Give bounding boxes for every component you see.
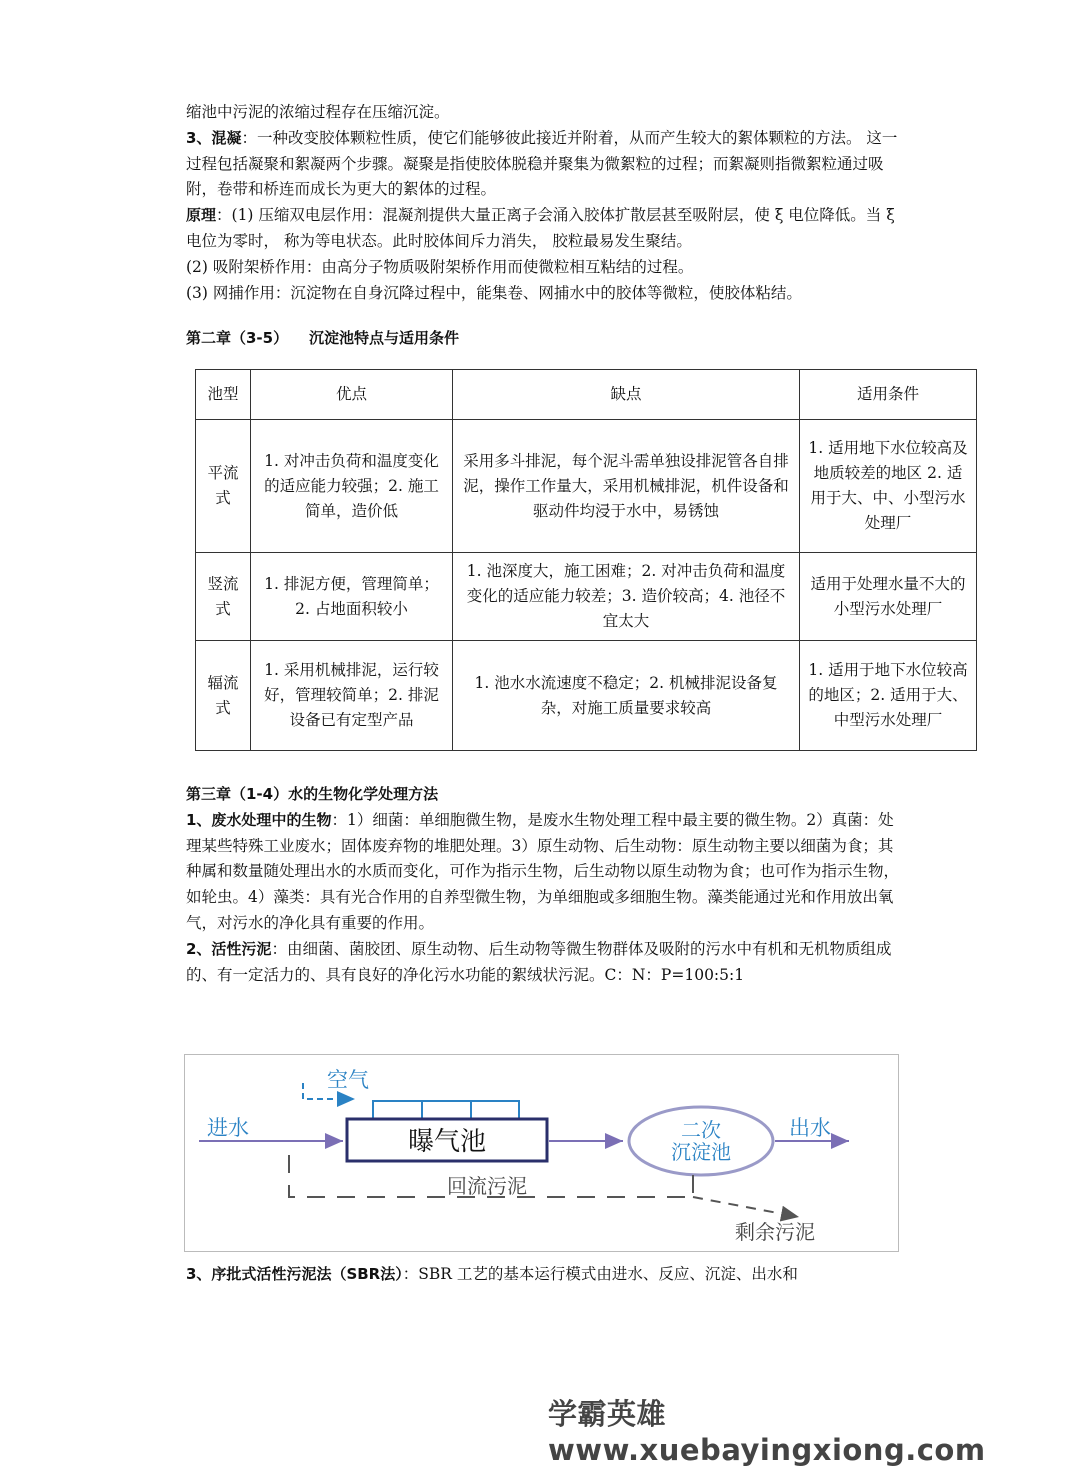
table-cell: 采用多斗排泥，每个泥斗需单独设排泥管各自排泥，操作工作量大，采用机械排泥，机件设备和驱动件均浸于水中，易锈蚀 xyxy=(453,420,800,553)
table-cell: 1. 采用机械排泥，运行较好，管理较简单；2. 排泥设备已有定型产品 xyxy=(251,641,453,751)
air-distributor xyxy=(373,1101,519,1120)
table-header-cell: 缺点 xyxy=(453,370,800,420)
table-cell: 辐流式 xyxy=(196,641,251,751)
table-cell: 竖流式 xyxy=(196,553,251,641)
chapter2-heading: 第二章（3-5） 沉淀池特点与适用条件 xyxy=(186,329,459,348)
table-cell: 1. 排泥方便，管理简单；2. 占地面积较小 xyxy=(251,553,453,641)
excess-sludge-arrow xyxy=(693,1197,799,1217)
principle-text: ：(1) 压缩双电层作用：混凝剂提供大量正离子会涌入胶体扩散层甚至吸附层，使 ξ 电位降低。当 ξ 电位为零时， 称为等电状态。此时胶体间斥力消失， 胶粒最易发生聚结。 xyxy=(186,206,895,250)
table-cell: 1. 池水水流速度不稳定；2. 机械排泥设备复杂，对施工质量要求较高 xyxy=(453,641,800,751)
activated-sludge-text: ：由细菌、菌胶团、原生动物、后生动物等微生物群体及吸附的污水中有机和无机物质组成的、有一定活力的、具有良好的净化污水功能的絮绒状污泥。C：N：P=100:5:1 xyxy=(186,939,892,984)
activated-sludge-diagram xyxy=(184,1054,899,1252)
table-header-cell: 池型 xyxy=(196,370,251,420)
secondary-clarifier-label-2: 沉淀池 xyxy=(671,1140,731,1164)
table-cell: 1. 适用地下水位较高及地质较差的地区 2. 适用于大、中、小型污水处理厂 xyxy=(800,420,977,553)
intro-line: 缩池中污泥的浓缩过程存在压缩沉淀。 xyxy=(186,103,450,121)
table-cell: 1. 适用于地下水位较高的地区；2. 适用于大、中型污水处理厂 xyxy=(800,641,977,751)
table-header-cell: 优点 xyxy=(251,370,453,420)
table-cell: 平流式 xyxy=(196,420,251,553)
sbr-paragraph xyxy=(186,1262,906,1288)
outlet-label: 出水 xyxy=(789,1116,831,1140)
secondary-clarifier-label-1: 二次 xyxy=(681,1118,721,1142)
principle-2: (2) 吸附架桥作用：由高分子物质吸附架桥作用而使微粒相互粘结的过程。 xyxy=(186,257,694,276)
principle-label: 原理 xyxy=(186,206,217,225)
table-cell: 1. 对冲击负荷和温度变化的适应能力较强；2. 施工简单，造价低 xyxy=(251,420,453,553)
principle-3: (3) 网捕作用：沉淀物在自身沉降过程中，能集卷、网捕水中的胶体等微粒，使胶体粘结。 xyxy=(186,283,802,302)
table-cell: 适用于处理水量不大的小型污水处理厂 xyxy=(800,553,977,641)
organisms-paragraph xyxy=(186,808,906,937)
table-row xyxy=(196,553,977,641)
coagulation-paragraph xyxy=(186,126,906,203)
sbr-label: 3、序批式活性污泥法（SBR法） xyxy=(186,1265,403,1283)
air-label: 空气 xyxy=(327,1068,369,1092)
sedimentation-table xyxy=(195,369,977,751)
intro-section xyxy=(186,100,906,352)
activated-sludge-label: 2、活性污泥 xyxy=(186,939,272,958)
process-flow-svg xyxy=(185,1055,898,1251)
sbr-section xyxy=(186,1262,906,1288)
table-header-row xyxy=(196,370,977,420)
principle-paragraph xyxy=(186,203,906,255)
excess-sludge-label: 剩余污泥 xyxy=(735,1220,815,1244)
chapter3-section xyxy=(186,782,906,988)
aeration-tank-label: 曝气池 xyxy=(407,1127,487,1157)
table-cell: 1. 池深度大，施工困难；2. 对冲击负荷和温度变化的适应能力较差；3. 造价较高；4. 池径不宜太大 xyxy=(453,553,800,641)
table-row xyxy=(196,641,977,751)
sbr-text: ：SBR 工艺的基本运行模式由进水、反应、沉淀、出水和 xyxy=(402,1265,798,1283)
table-header-cell: 适用条件 xyxy=(800,370,977,420)
return-sludge-label: 回流污泥 xyxy=(447,1174,527,1198)
coagulation-label: 3、混凝 xyxy=(186,128,242,147)
inlet-label: 进水 xyxy=(207,1116,249,1140)
activated-sludge-paragraph xyxy=(186,937,906,989)
chapter3-heading: 第三章（1-4）水的生物化学处理方法 xyxy=(186,785,439,803)
organisms-label: 1、废水处理中的生物 xyxy=(186,810,332,829)
organisms-text: ：1）细菌：单细胞微生物，是废水生物处理工程中最主要的微生物。2）真菌：处理某些特殊工业废水；固体废弃物的堆肥处理。3）原生动物、后生动物：原生动物主要以细菌为食；其种属和数量随处理出水的水质而变化，可作为指示生物，后生动物以原生动物为食；也可作为指示生物，如轮虫。4）藻类：具有光合作用的自养型微生物，为单细胞或多细胞生物。藻类能通过光和作用放出氧气，对污水的净化具有重要的作用。 xyxy=(186,810,900,932)
table-row xyxy=(196,420,977,553)
coagulation-text: ：一种改变胶体颗粒性质，使它们能够彼此接近并附着，从而产生较大的絮体颗粒的方法。 这一过程包括凝聚和絮凝两个步骤。凝聚是指使胶体脱稳并聚集为微絮粒的过程；而絮凝则指微絮粒通过吸附，卷带和桥连而成长为更大的絮体的过程。 xyxy=(186,128,898,199)
site-watermark: 学霸英雄 www.xuebayingxiong.com xyxy=(548,1397,986,1467)
